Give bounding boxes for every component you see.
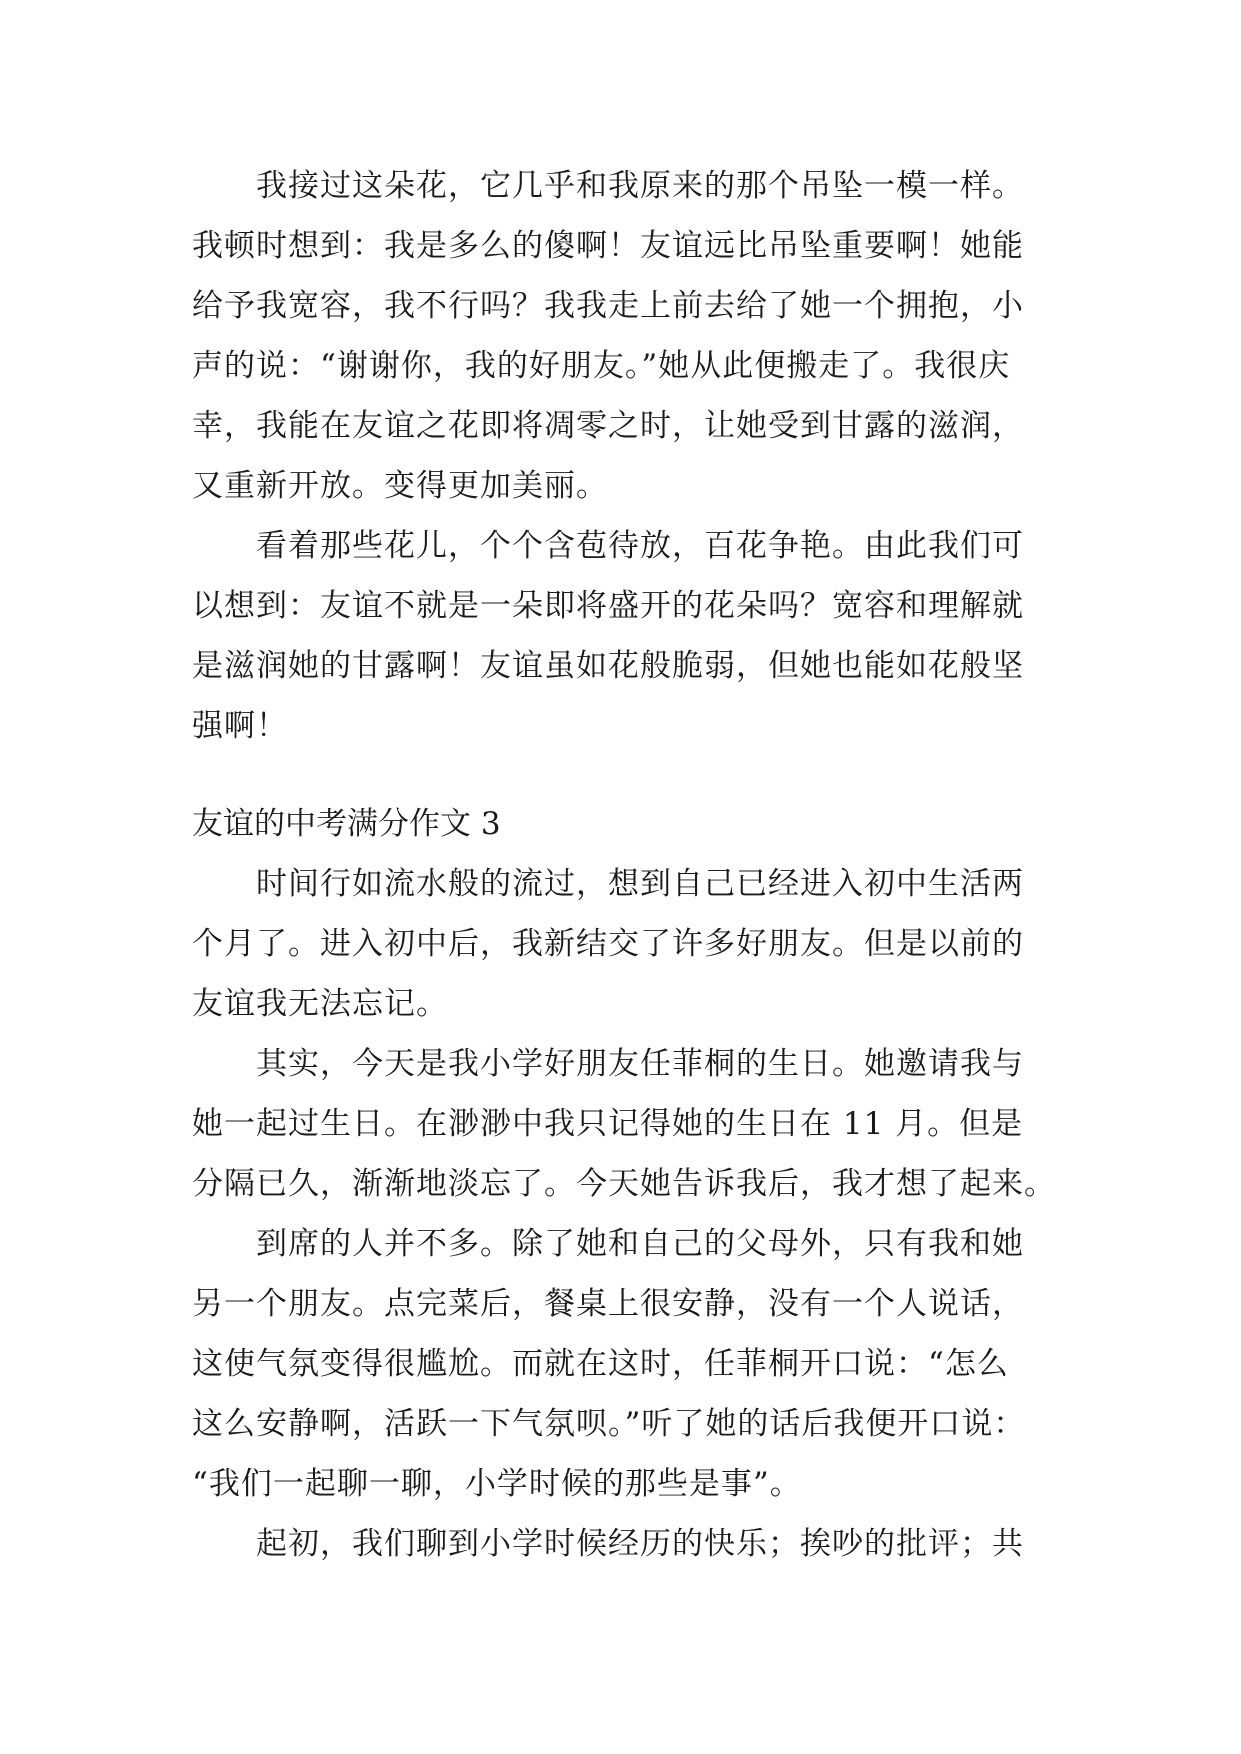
paragraph-line: 时间行如流水般的流过，想到自己已经进入初中生活两	[256, 866, 1024, 902]
paragraph-line: 强啊！	[192, 708, 288, 744]
paragraph-line: 分隔已久，渐渐地淡忘了。今天她告诉我后，我才想了起来。	[192, 1166, 1056, 1202]
paragraph-line: 又重新开放。变得更加美丽。	[192, 468, 608, 504]
section-heading: 友谊的中考满分作文 3	[192, 806, 501, 842]
paragraph-line: 幸，我能在友谊之花即将凋零之时，让她受到甘露的滋润，	[192, 408, 1024, 444]
paragraph-line: 给予我宽容，我不行吗？我我走上前去给了她一个拥抱，小	[192, 288, 1024, 324]
paragraph-line: 另一个朋友。点完菜后，餐桌上很安静，没有一个人说话，	[192, 1286, 1024, 1322]
paragraph-line: 个月了。进入初中后，我新结交了许多好朋友。但是以前的	[192, 926, 1024, 962]
paragraph-line: 是滋润她的甘露啊！友谊虽如花般脆弱，但她也能如花般坚	[192, 648, 1024, 684]
paragraph-line: 以想到：友谊不就是一朵即将盛开的花朵吗？宽容和理解就	[192, 588, 1024, 624]
paragraph-line: 这使气氛变得很尴尬。而就在这时，任菲桐开口说：“怎么	[192, 1346, 1009, 1382]
paragraph-line: 看着那些花儿，个个含苞待放，百花争艳。由此我们可	[256, 528, 1024, 564]
paragraph-line: 友谊我无法忘记。	[192, 986, 448, 1022]
paragraph-line: 其实，今天是我小学好朋友任菲桐的生日。她邀请我与	[256, 1046, 1024, 1082]
paragraph-line: 她一起过生日。在渺渺中我只记得她的生日在 11 月。但是	[192, 1106, 1024, 1142]
paragraph-line: 我顿时想到：我是多么的傻啊！友谊远比吊坠重要啊！她能	[192, 228, 1024, 264]
paragraph-line: 起初，我们聊到小学时候经历的快乐；挨吵的批评；共	[256, 1526, 1024, 1562]
paragraph-line: 声的说：“谢谢你，我的好朋友。”她从此便搬走了。我很庆	[192, 348, 1011, 384]
paragraph-line: 我接过这朵花，它几乎和我原来的那个吊坠一模一样。	[256, 168, 1024, 204]
paragraph-line: “我们一起聊一聊，小学时候的那些是事”。	[192, 1466, 802, 1502]
paragraph-line: 到席的人并不多。除了她和自己的父母外，只有我和她	[256, 1226, 1024, 1262]
paragraph-line: 这么安静啊，活跃一下气氛呗。”听了她的话后我便开口说：	[192, 1406, 1026, 1442]
